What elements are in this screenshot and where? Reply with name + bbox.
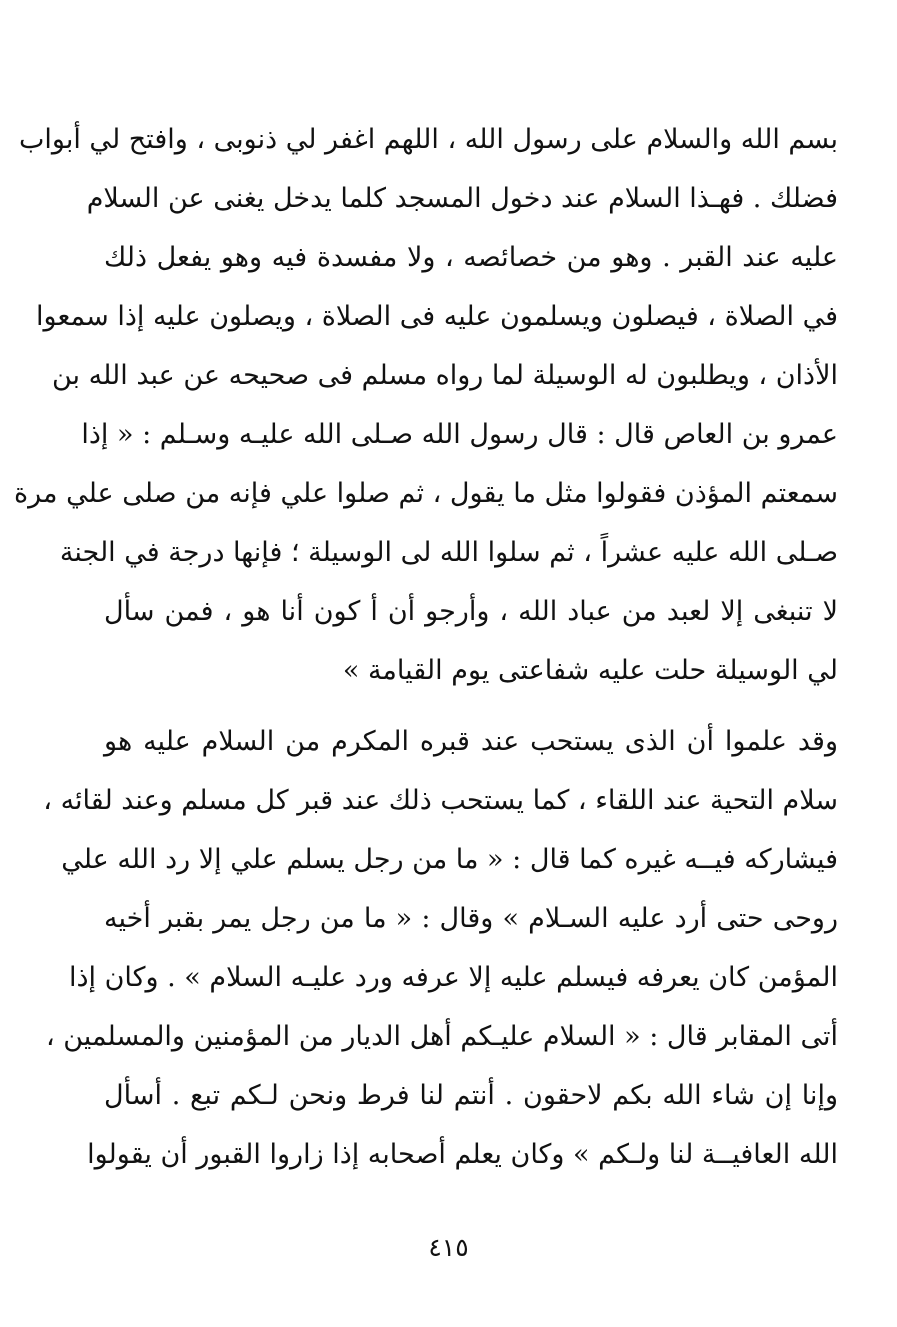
text-line: وقد علموا أن الذى يستحب عند قبره المكرم من السلام عليه هو bbox=[104, 726, 838, 757]
text-line: فضلك . فهـذا السلام عند دخول المسجد كلما يدخل يغنى عن السلام bbox=[86, 183, 838, 214]
page-number: ٤١٥ bbox=[428, 1233, 469, 1262]
text-line: لا تنبغى إلا لعبد من عباد الله ، وأرجو أن أ كون أنا هو ، فمن سأل bbox=[104, 596, 838, 627]
text-line: الله العافيــة لنا ولـكم » وكان يعلم أصحابه إذا زاروا القبور أن يقولوا bbox=[87, 1139, 838, 1170]
text-line: سلام التحية عند اللقاء ، كما يستحب ذلك عند قبر كل مسلم وعند لقائه ، bbox=[43, 785, 838, 816]
text-line: عليه عند القبر . وهو من خصائصه ، ولا مفسدة فيه وهو يفعل ذلك bbox=[104, 242, 838, 273]
text-line: صـلى الله عليه عشراً ، ثم سلوا الله لى الوسيلة ؛ فإنها درجة في الجنة bbox=[59, 537, 838, 568]
text-line: سمعتم المؤذن فقولوا مثل ما يقول ، ثم صلوا علي فإنه من صلى علي مرة bbox=[14, 478, 838, 509]
text-line-last: لي الوسيلة حلت عليه شفاعتى يوم القيامة » bbox=[342, 655, 838, 686]
text-line: وإنا إن شاء الله بكم لاحقون . أنتم لنا فرط ونحن لـكم تبع . أسأل bbox=[104, 1080, 838, 1111]
text-line: عمرو بن العاص قال : قال رسول الله صـلى الله عليـه وسـلم : « إذا bbox=[81, 419, 838, 450]
paragraph-2 bbox=[43, 712, 838, 1184]
text-line: المؤمن كان يعرفه فيسلم عليه إلا عرفه ورد عليـه السلام » . وكان إذا bbox=[68, 962, 838, 993]
text-line: أتى المقابر قال : « السلام عليـكم أهل الديار من المؤمنين والمسلمين ، bbox=[45, 1021, 838, 1052]
text-line: بسم الله والسلام على رسول الله ، اللهم اغفر لي ذنوبى ، وافتح لي أبواب bbox=[18, 124, 838, 155]
text-line: فيشاركه فيــه غيره كما قال : « ما من رجل يسلم علي إلا رد الله علي bbox=[61, 844, 838, 875]
text-line: في الصلاة ، فيصلون ويسلمون عليه فى الصلاة ، ويصلون عليه إذا سمعوا bbox=[36, 301, 838, 332]
text-line: روحى حتى أرد عليه السـلام » وقال : « ما من رجل يمر بقبر أخيه bbox=[104, 903, 838, 934]
text-line: الأذان ، ويطلبون له الوسيلة لما رواه مسلم فى صحيحه عن عبد الله بن bbox=[51, 360, 838, 391]
paragraph-1 bbox=[14, 110, 838, 700]
